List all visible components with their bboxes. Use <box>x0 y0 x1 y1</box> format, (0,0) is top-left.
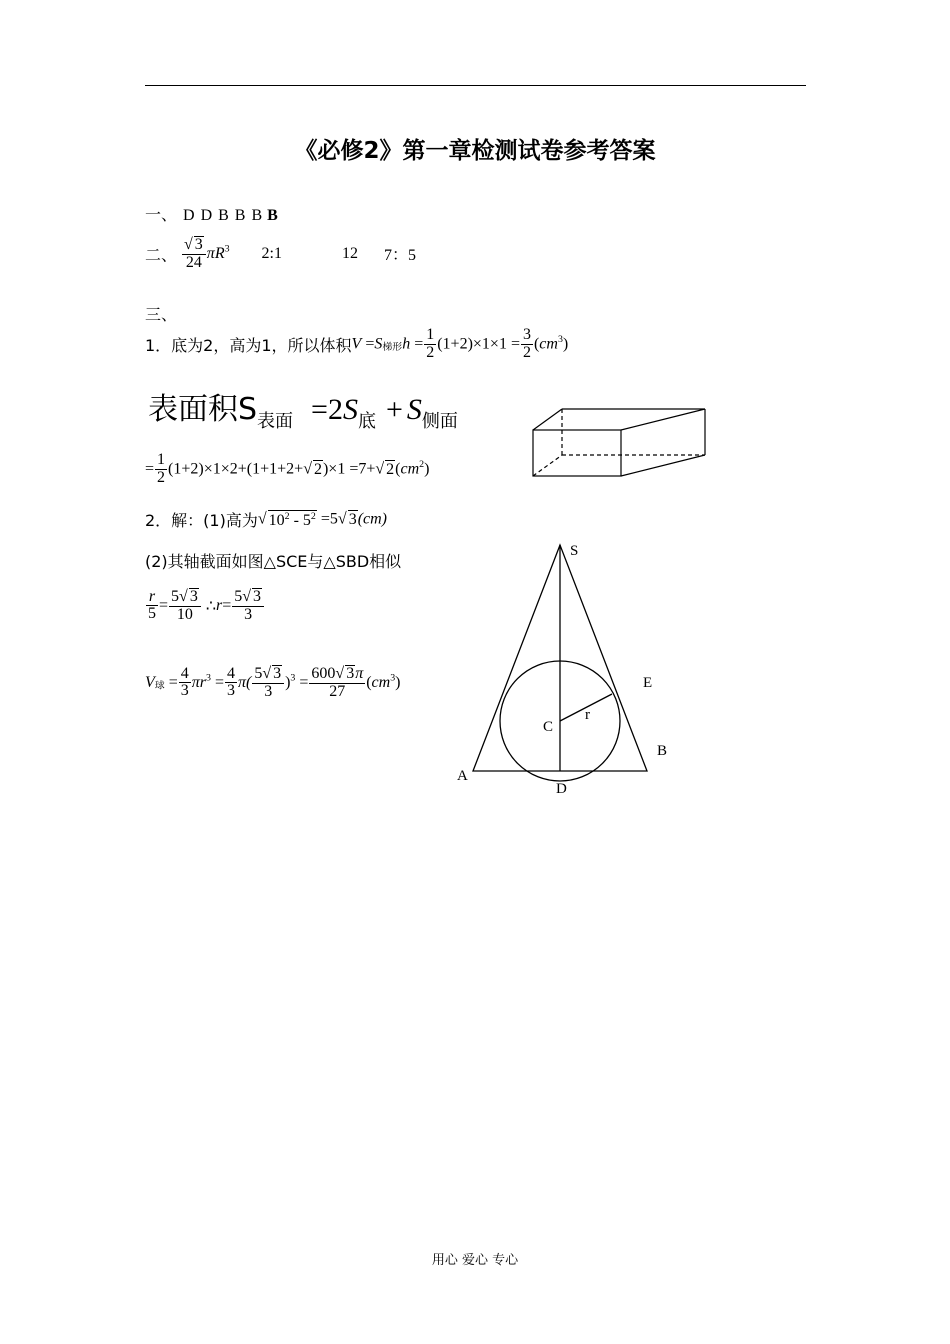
half-numerator-2: 1 <box>157 451 166 468</box>
section-1-label: 一、 <box>145 205 178 224</box>
radicand-10-exp: 2 <box>284 510 290 522</box>
label-C: C <box>543 719 554 735</box>
fraction-5root3-over-3: $\frac{5√ 3}{3}$ <box>232 588 264 624</box>
eq-two: =2 <box>311 393 343 426</box>
prism-edge-top-left <box>533 409 562 430</box>
fraction-5root3-over-10: $\frac{5√ 3}{10}$ <box>169 588 201 624</box>
minus-sign: - <box>289 511 303 529</box>
fraction-three-halves <box>521 327 533 362</box>
pi-symbol: π <box>206 244 215 262</box>
ratio-r: r <box>146 589 158 607</box>
unit-cm-4: cm <box>371 673 391 691</box>
section-1-last-choice: B <box>267 207 278 224</box>
answer-12: 12 <box>342 244 358 262</box>
header-rule <box>145 85 806 86</box>
sqrt-2-a: 2 <box>313 460 322 478</box>
ratio-five: 5 <box>148 605 156 623</box>
unit-exponent: 3 <box>557 333 563 345</box>
label-A: A <box>457 768 468 784</box>
eq-sign-8: = <box>299 673 309 691</box>
f2-den: 3 <box>226 682 235 700</box>
result-numerator: 3 <box>522 326 531 343</box>
pi-open: π( <box>237 673 252 691</box>
eq-sign-2: = <box>414 335 424 353</box>
den-3: 3 <box>244 605 253 623</box>
prism-figure <box>525 402 715 482</box>
f4-coef: 600 <box>311 665 336 682</box>
label-E: E <box>643 675 653 691</box>
sqrt-3-b: 3 <box>348 511 357 528</box>
unit-open-paren: ( <box>533 335 540 353</box>
surface-subscript: 表面 <box>257 411 294 432</box>
unit-close-paren: ) <box>562 335 569 353</box>
eq-sign: = <box>365 335 375 353</box>
sqrt-3-d: 3 <box>253 588 262 605</box>
surface-middle: (1+2)×1×2+(1+1+2+ <box>168 460 304 478</box>
eq-sign-4: = <box>159 596 169 614</box>
fraction-5root3-over-3-b: $\frac{5√ 3}{3}$ <box>252 665 284 701</box>
section-2-label: 二、 <box>145 245 178 265</box>
f1-num: 4 <box>180 664 189 682</box>
base-subscript: 底 <box>357 411 376 432</box>
f4-den: 27 <box>329 682 346 700</box>
coef-5-b: 5 <box>234 588 243 605</box>
fraction-final: $\frac{600√ 3\pi}{27}$ <box>311 665 364 700</box>
sqrt-3: 3 <box>194 236 203 253</box>
pi-r: πr <box>191 673 206 691</box>
plus-sign: + <box>385 393 403 426</box>
fraction-half-2 <box>155 452 167 487</box>
f3-coef: 5 <box>254 665 263 682</box>
height-h: h <box>402 335 411 353</box>
unit-close-paren-4: ) <box>395 673 401 691</box>
f3-rad: 3 <box>273 665 282 682</box>
f2-num: 4 <box>226 664 235 682</box>
section-1-answers <box>145 202 278 225</box>
answer-ratio-2-1: 2:1 <box>261 244 282 262</box>
surface-area-lead: 表面积S <box>148 392 258 427</box>
q1-surface-area-calc: = $\frac{1}{2}$ (1+2)×1×2+(1+1+2+√ 2)×1 =7+√ $2(cm^2)$ <box>145 451 430 486</box>
q1-prefix: 1．底为2，高为1，所以体积 <box>145 335 352 355</box>
radicand-10: 10 <box>268 511 285 529</box>
half-denominator-2: 2 <box>157 468 166 486</box>
half-denominator: 2 <box>426 343 435 361</box>
sqrt-2-b: 2 <box>386 460 395 478</box>
radicand-5-exp: 2 <box>310 510 316 522</box>
close-exp: 3 <box>290 672 296 684</box>
base-S: S <box>342 393 358 426</box>
volume-V: V <box>351 335 362 353</box>
unit-exponent-4: 3 <box>390 672 396 684</box>
eq-sign-6: = <box>168 673 178 691</box>
f4-rad: 3 <box>346 665 355 682</box>
q2-part2-text: (2)其轴截面如图△SCE与△SBD相似 <box>145 552 402 571</box>
sqrt-3-c: 3 <box>189 588 198 605</box>
unit-open-paren-2: ( <box>395 460 401 478</box>
therefore-symbol: ∴ <box>205 597 216 615</box>
unit-cm-3: (cm) <box>357 510 387 528</box>
label-r: r <box>585 707 590 723</box>
fraction-4-3-a <box>179 666 191 701</box>
denominator-24: 24 <box>185 253 202 271</box>
cube-exponent: 3 <box>224 243 230 255</box>
page-title: 《必修2》第一章检测试卷参考答案 <box>294 138 656 164</box>
q1-middle-expression: (1+2)×1×1 = <box>437 335 520 353</box>
area-S: S <box>374 335 383 353</box>
unit-cm-2: cm <box>400 460 420 478</box>
label-S: S <box>570 543 579 559</box>
prism-hidden-bottom-left <box>533 455 562 476</box>
fraction-4-3-b <box>225 666 237 701</box>
coef-5: 5 <box>171 588 180 605</box>
unit-exponent-2: 2 <box>419 458 425 470</box>
lateral-subscript: 侧面 <box>421 411 458 432</box>
fraction-r-over-5 <box>146 589 158 624</box>
q1-surface-area-line <box>148 384 458 432</box>
trapezoid-subscript: 梯形 <box>382 341 403 353</box>
den-10: 10 <box>176 605 193 623</box>
f3-den: 3 <box>264 682 273 700</box>
sqrt-pythagoras <box>268 510 317 530</box>
q2-ratio-line <box>145 588 265 624</box>
eq-sign-3: = <box>145 460 155 478</box>
section-2-answers <box>145 236 416 272</box>
half-numerator: 1 <box>426 326 435 343</box>
close-paren: ) <box>285 673 291 691</box>
sphere-subscript: 球 <box>154 680 165 692</box>
radicand-5: 5 <box>302 511 311 529</box>
radius-R: R <box>214 244 225 262</box>
f4-pi: π <box>355 665 364 682</box>
q2-volume-line <box>145 665 400 701</box>
lateral-S: S <box>406 393 422 426</box>
section-1-choices: D D B B B <box>183 207 264 224</box>
q2-height-line: 2．解：(1)高为√ $10^2 - 5^2 =5√$ 3(cm) <box>145 510 387 530</box>
r-exp: 3 <box>205 672 211 684</box>
q2-prefix: 2．解：(1)高为 <box>145 511 258 530</box>
eq-sign-7: = <box>214 673 224 691</box>
prism-front-face <box>533 430 621 476</box>
page-footer: 用心 爱心 专心 <box>431 1253 519 1268</box>
ratio-r-2: r <box>216 596 223 614</box>
q1-volume-line <box>145 327 568 362</box>
unit-close-paren-2: ) <box>424 460 430 478</box>
section-3-label: 三、 <box>145 305 178 324</box>
f1-den: 3 <box>180 682 189 700</box>
volume-V-2: V <box>145 673 155 691</box>
surface-middle-2: )×1 =7+ <box>322 460 376 478</box>
cone-cross-section-figure <box>450 538 680 803</box>
unit-cm: cm <box>539 335 558 353</box>
fraction-half <box>424 327 436 362</box>
label-D: D <box>556 781 567 797</box>
unit-open-paren-4: ( <box>366 673 372 691</box>
result-denominator: 2 <box>522 343 531 361</box>
prism-edge-top-right <box>621 409 705 430</box>
answer-ratio-7-5: 7：5 <box>384 247 417 265</box>
label-B: B <box>657 743 668 759</box>
eq-five: =5 <box>316 510 338 528</box>
section-2-fraction: $\frac{√ 3}{24}$ <box>182 236 206 272</box>
eq-sign-5: = <box>222 596 232 614</box>
prism-edge-bottom-right <box>621 455 705 476</box>
